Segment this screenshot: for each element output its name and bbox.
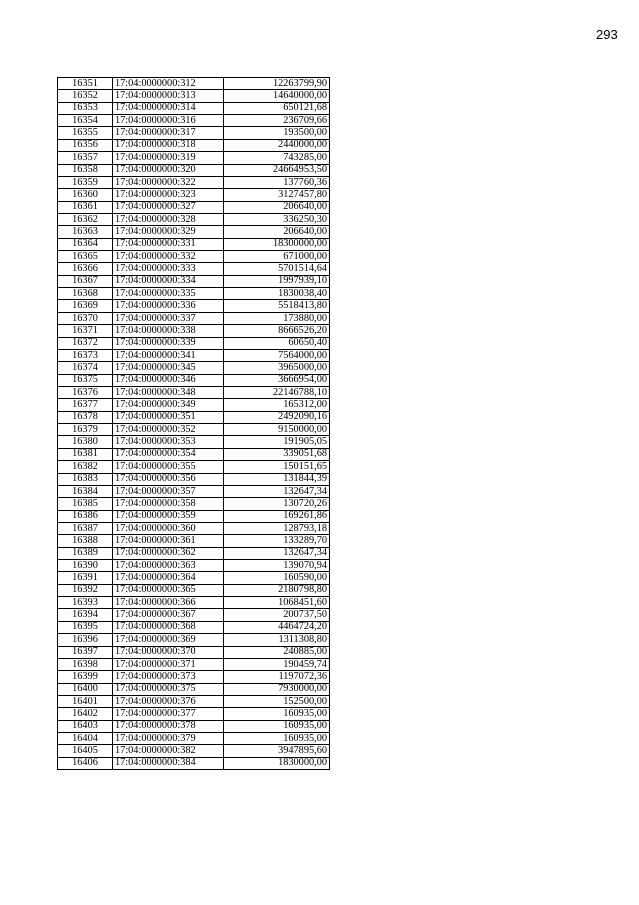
- row-number-cell: 16379: [58, 424, 113, 436]
- row-number-cell: 16397: [58, 646, 113, 658]
- row-number-cell: 16391: [58, 572, 113, 584]
- cadastral-number-cell: 17:04:0000000:373: [113, 671, 224, 683]
- value-cell: 193500,00: [224, 127, 330, 139]
- row-number-cell: 16381: [58, 448, 113, 460]
- table-row: [58, 597, 330, 609]
- value-cell: 22146788,10: [224, 386, 330, 398]
- cadastral-number-cell: 17:04:0000000:370: [113, 646, 224, 658]
- cadastral-number-cell: 17:04:0000000:338: [113, 325, 224, 337]
- table-row: [58, 498, 330, 510]
- table-row: [58, 609, 330, 621]
- cadastral-number-cell: 17:04:0000000:318: [113, 139, 224, 151]
- row-number-cell: 16404: [58, 733, 113, 745]
- table-row: [58, 510, 330, 522]
- value-cell: 160935,00: [224, 720, 330, 732]
- row-number-cell: 16387: [58, 522, 113, 534]
- table-row: [58, 164, 330, 176]
- table-row: [58, 349, 330, 361]
- table-row: [58, 325, 330, 337]
- value-cell: 200737,50: [224, 609, 330, 621]
- cadastral-number-cell: 17:04:0000000:378: [113, 720, 224, 732]
- row-number-cell: 16372: [58, 337, 113, 349]
- row-number-cell: 16361: [58, 201, 113, 213]
- table-row: [58, 288, 330, 300]
- cadastral-number-cell: 17:04:0000000:313: [113, 90, 224, 102]
- cadastral-number-cell: 17:04:0000000:346: [113, 374, 224, 386]
- row-number-cell: 16383: [58, 473, 113, 485]
- value-cell: 650121,68: [224, 102, 330, 114]
- table-row: [58, 139, 330, 151]
- table-row: [58, 201, 330, 213]
- row-number-cell: 16356: [58, 139, 113, 151]
- cadastral-number-cell: 17:04:0000000:322: [113, 176, 224, 188]
- cadastral-number-cell: 17:04:0000000:364: [113, 572, 224, 584]
- row-number-cell: 16380: [58, 436, 113, 448]
- cadastral-number-cell: 17:04:0000000:331: [113, 238, 224, 250]
- value-cell: 3947895,60: [224, 745, 330, 757]
- value-cell: 160935,00: [224, 708, 330, 720]
- table-row: [58, 226, 330, 238]
- value-cell: 14640000,00: [224, 90, 330, 102]
- cadastral-number-cell: 17:04:0000000:312: [113, 78, 224, 90]
- value-cell: 24664953,50: [224, 164, 330, 176]
- row-number-cell: 16388: [58, 535, 113, 547]
- table-row: [58, 189, 330, 201]
- page-number: 293: [596, 27, 618, 42]
- cadastral-number-cell: 17:04:0000000:341: [113, 349, 224, 361]
- registry-table-body: [58, 78, 330, 770]
- cadastral-number-cell: 17:04:0000000:358: [113, 498, 224, 510]
- value-cell: 150151,65: [224, 461, 330, 473]
- cadastral-number-cell: 17:04:0000000:360: [113, 522, 224, 534]
- row-number-cell: 16359: [58, 176, 113, 188]
- row-number-cell: 16364: [58, 238, 113, 250]
- value-cell: 12263799,90: [224, 78, 330, 90]
- value-cell: 1997939,10: [224, 275, 330, 287]
- value-cell: 3666954,00: [224, 374, 330, 386]
- table-row: [58, 621, 330, 633]
- cadastral-number-cell: 17:04:0000000:316: [113, 115, 224, 127]
- cadastral-number-cell: 17:04:0000000:319: [113, 152, 224, 164]
- row-number-cell: 16363: [58, 226, 113, 238]
- value-cell: 165312,00: [224, 399, 330, 411]
- table-row: [58, 683, 330, 695]
- cadastral-number-cell: 17:04:0000000:355: [113, 461, 224, 473]
- value-cell: 132647,34: [224, 485, 330, 497]
- value-cell: 133289,70: [224, 535, 330, 547]
- row-number-cell: 16370: [58, 312, 113, 324]
- registry-table: [57, 77, 330, 770]
- row-number-cell: 16398: [58, 658, 113, 670]
- row-number-cell: 16393: [58, 597, 113, 609]
- cadastral-number-cell: 17:04:0000000:332: [113, 251, 224, 263]
- value-cell: 336250,30: [224, 213, 330, 225]
- value-cell: 240885,00: [224, 646, 330, 658]
- row-number-cell: 16399: [58, 671, 113, 683]
- cadastral-number-cell: 17:04:0000000:379: [113, 733, 224, 745]
- row-number-cell: 16385: [58, 498, 113, 510]
- table-row: [58, 757, 330, 769]
- row-number-cell: 16390: [58, 560, 113, 572]
- cadastral-number-cell: 17:04:0000000:357: [113, 485, 224, 497]
- cadastral-number-cell: 17:04:0000000:348: [113, 386, 224, 398]
- table-row: [58, 312, 330, 324]
- cadastral-number-cell: 17:04:0000000:333: [113, 263, 224, 275]
- row-number-cell: 16376: [58, 386, 113, 398]
- table-row: [58, 374, 330, 386]
- table-row: [58, 671, 330, 683]
- row-number-cell: 16351: [58, 78, 113, 90]
- cadastral-number-cell: 17:04:0000000:335: [113, 288, 224, 300]
- cadastral-number-cell: 17:04:0000000:329: [113, 226, 224, 238]
- cadastral-number-cell: 17:04:0000000:336: [113, 300, 224, 312]
- cadastral-number-cell: 17:04:0000000:363: [113, 560, 224, 572]
- value-cell: 339051,68: [224, 448, 330, 460]
- row-number-cell: 16353: [58, 102, 113, 114]
- value-cell: 743285,00: [224, 152, 330, 164]
- value-cell: 4464724,20: [224, 621, 330, 633]
- value-cell: 671000,00: [224, 251, 330, 263]
- cadastral-number-cell: 17:04:0000000:317: [113, 127, 224, 139]
- value-cell: 128793,18: [224, 522, 330, 534]
- row-number-cell: 16405: [58, 745, 113, 757]
- table-row: [58, 461, 330, 473]
- cadastral-number-cell: 17:04:0000000:384: [113, 757, 224, 769]
- row-number-cell: 16406: [58, 757, 113, 769]
- table-row: [58, 572, 330, 584]
- value-cell: 60650,40: [224, 337, 330, 349]
- value-cell: 152500,00: [224, 695, 330, 707]
- value-cell: 131844,39: [224, 473, 330, 485]
- value-cell: 1197072,36: [224, 671, 330, 683]
- row-number-cell: 16384: [58, 485, 113, 497]
- table-row: [58, 213, 330, 225]
- value-cell: 173880,00: [224, 312, 330, 324]
- table-row: [58, 176, 330, 188]
- table-row: [58, 695, 330, 707]
- cadastral-number-cell: 17:04:0000000:351: [113, 411, 224, 423]
- table-row: [58, 448, 330, 460]
- cadastral-number-cell: 17:04:0000000:362: [113, 547, 224, 559]
- cadastral-number-cell: 17:04:0000000:367: [113, 609, 224, 621]
- value-cell: 8666526,20: [224, 325, 330, 337]
- cadastral-number-cell: 17:04:0000000:382: [113, 745, 224, 757]
- row-number-cell: 16402: [58, 708, 113, 720]
- table-row: [58, 411, 330, 423]
- value-cell: 191905,05: [224, 436, 330, 448]
- value-cell: 5518413,80: [224, 300, 330, 312]
- value-cell: 2492090,16: [224, 411, 330, 423]
- value-cell: 137760,36: [224, 176, 330, 188]
- value-cell: 206640,00: [224, 201, 330, 213]
- cadastral-number-cell: 17:04:0000000:375: [113, 683, 224, 695]
- table-row: [58, 238, 330, 250]
- table-row: [58, 547, 330, 559]
- table-row: [58, 337, 330, 349]
- value-cell: 139070,94: [224, 560, 330, 572]
- value-cell: 3127457,80: [224, 189, 330, 201]
- cadastral-number-cell: 17:04:0000000:323: [113, 189, 224, 201]
- cadastral-number-cell: 17:04:0000000:365: [113, 584, 224, 596]
- row-number-cell: 16400: [58, 683, 113, 695]
- value-cell: 2440000,00: [224, 139, 330, 151]
- value-cell: 7930000,00: [224, 683, 330, 695]
- row-number-cell: 16403: [58, 720, 113, 732]
- cadastral-number-cell: 17:04:0000000:353: [113, 436, 224, 448]
- value-cell: 160590,00: [224, 572, 330, 584]
- table-row: [58, 584, 330, 596]
- cadastral-number-cell: 17:04:0000000:376: [113, 695, 224, 707]
- value-cell: 9150000,00: [224, 424, 330, 436]
- row-number-cell: 16366: [58, 263, 113, 275]
- value-cell: 1311308,80: [224, 634, 330, 646]
- cadastral-number-cell: 17:04:0000000:359: [113, 510, 224, 522]
- cadastral-number-cell: 17:04:0000000:339: [113, 337, 224, 349]
- value-cell: 236709,66: [224, 115, 330, 127]
- cadastral-number-cell: 17:04:0000000:349: [113, 399, 224, 411]
- table-row: [58, 275, 330, 287]
- value-cell: 169261,86: [224, 510, 330, 522]
- value-cell: 130720,26: [224, 498, 330, 510]
- cadastral-number-cell: 17:04:0000000:345: [113, 362, 224, 374]
- value-cell: 1830038,40: [224, 288, 330, 300]
- table-row: [58, 152, 330, 164]
- cadastral-number-cell: 17:04:0000000:356: [113, 473, 224, 485]
- table-row: [58, 522, 330, 534]
- row-number-cell: 16394: [58, 609, 113, 621]
- row-number-cell: 16358: [58, 164, 113, 176]
- table-row: [58, 535, 330, 547]
- value-cell: 1830000,00: [224, 757, 330, 769]
- row-number-cell: 16377: [58, 399, 113, 411]
- cadastral-number-cell: 17:04:0000000:368: [113, 621, 224, 633]
- value-cell: 2180798,80: [224, 584, 330, 596]
- value-cell: 18300000,00: [224, 238, 330, 250]
- row-number-cell: 16386: [58, 510, 113, 522]
- value-cell: 132647,34: [224, 547, 330, 559]
- row-number-cell: 16382: [58, 461, 113, 473]
- cadastral-number-cell: 17:04:0000000:314: [113, 102, 224, 114]
- table-row: [58, 399, 330, 411]
- cadastral-number-cell: 17:04:0000000:327: [113, 201, 224, 213]
- row-number-cell: 16378: [58, 411, 113, 423]
- cadastral-number-cell: 17:04:0000000:354: [113, 448, 224, 460]
- table-row: [58, 300, 330, 312]
- table-row: [58, 90, 330, 102]
- table-row: [58, 362, 330, 374]
- row-number-cell: 16355: [58, 127, 113, 139]
- table-row: [58, 646, 330, 658]
- cadastral-number-cell: 17:04:0000000:371: [113, 658, 224, 670]
- value-cell: 160935,00: [224, 733, 330, 745]
- row-number-cell: 16357: [58, 152, 113, 164]
- row-number-cell: 16395: [58, 621, 113, 633]
- row-number-cell: 16362: [58, 213, 113, 225]
- row-number-cell: 16360: [58, 189, 113, 201]
- table-row: [58, 127, 330, 139]
- cadastral-number-cell: 17:04:0000000:334: [113, 275, 224, 287]
- cadastral-number-cell: 17:04:0000000:377: [113, 708, 224, 720]
- table-row: [58, 78, 330, 90]
- row-number-cell: 16367: [58, 275, 113, 287]
- value-cell: 7564000,00: [224, 349, 330, 361]
- table-row: [58, 436, 330, 448]
- value-cell: 206640,00: [224, 226, 330, 238]
- row-number-cell: 16352: [58, 90, 113, 102]
- cadastral-number-cell: 17:04:0000000:328: [113, 213, 224, 225]
- row-number-cell: 16374: [58, 362, 113, 374]
- row-number-cell: 16371: [58, 325, 113, 337]
- row-number-cell: 16396: [58, 634, 113, 646]
- row-number-cell: 16368: [58, 288, 113, 300]
- value-cell: 5701514,64: [224, 263, 330, 275]
- table-row: [58, 424, 330, 436]
- table-row: [58, 720, 330, 732]
- cadastral-number-cell: 17:04:0000000:320: [113, 164, 224, 176]
- table-row: [58, 473, 330, 485]
- table-row: [58, 560, 330, 572]
- cadastral-number-cell: 17:04:0000000:361: [113, 535, 224, 547]
- table-row: [58, 115, 330, 127]
- value-cell: 190459,74: [224, 658, 330, 670]
- cadastral-number-cell: 17:04:0000000:352: [113, 424, 224, 436]
- table-row: [58, 386, 330, 398]
- row-number-cell: 16354: [58, 115, 113, 127]
- row-number-cell: 16389: [58, 547, 113, 559]
- table-row: [58, 102, 330, 114]
- cadastral-number-cell: 17:04:0000000:366: [113, 597, 224, 609]
- row-number-cell: 16365: [58, 251, 113, 263]
- row-number-cell: 16373: [58, 349, 113, 361]
- table-row: [58, 251, 330, 263]
- row-number-cell: 16369: [58, 300, 113, 312]
- table-row: [58, 485, 330, 497]
- cadastral-number-cell: 17:04:0000000:369: [113, 634, 224, 646]
- value-cell: 3965000,00: [224, 362, 330, 374]
- table-row: [58, 733, 330, 745]
- table-row: [58, 708, 330, 720]
- table-row: [58, 263, 330, 275]
- table-row: [58, 634, 330, 646]
- row-number-cell: 16392: [58, 584, 113, 596]
- table-row: [58, 745, 330, 757]
- row-number-cell: 16401: [58, 695, 113, 707]
- cadastral-number-cell: 17:04:0000000:337: [113, 312, 224, 324]
- row-number-cell: 16375: [58, 374, 113, 386]
- value-cell: 1068451,60: [224, 597, 330, 609]
- table-row: [58, 658, 330, 670]
